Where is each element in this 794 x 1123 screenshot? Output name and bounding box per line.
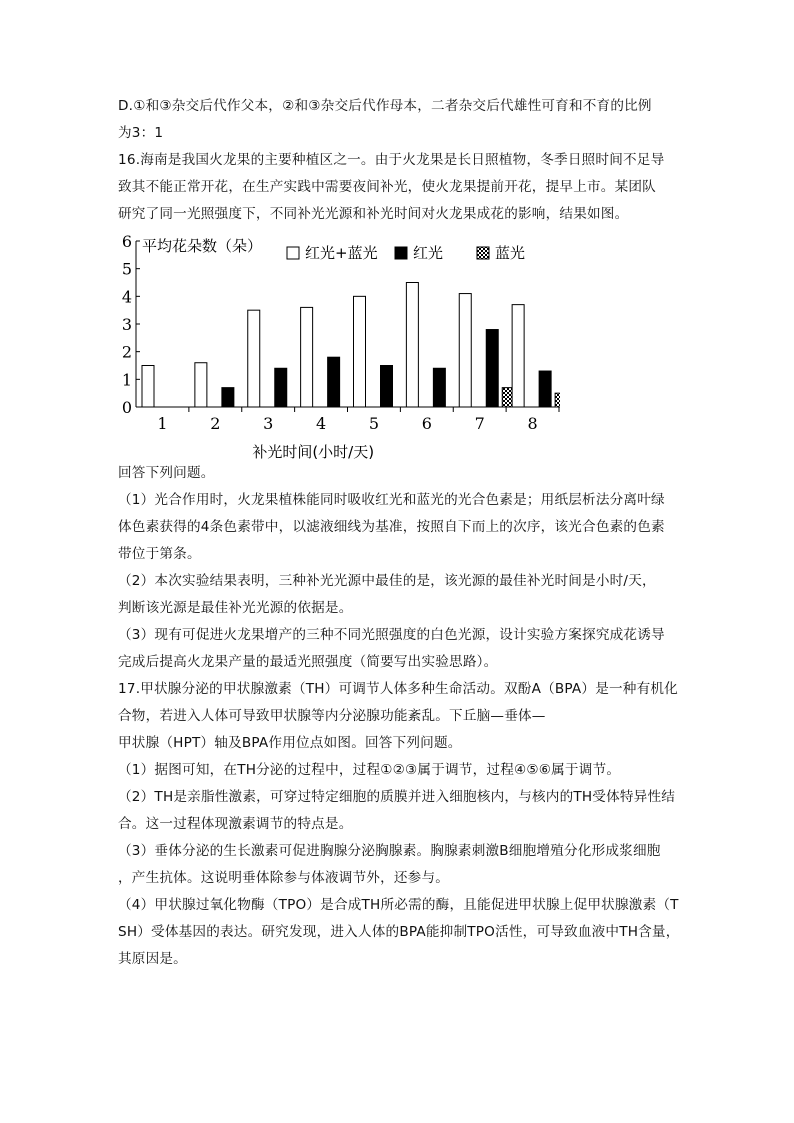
- text-line-bottom-2: （1）光合作用时，火龙果植株能同时吸收红光和蓝光的光合色素是；用纸层析法分离叶绿: [118, 492, 665, 508]
- bar-red-blue-7: [459, 294, 471, 407]
- x-tick-label: 4: [315, 414, 327, 433]
- bar-red-blue-3: [248, 310, 260, 407]
- text-line-bottom-3: 体色素获得的4条色素带中，以滤液细线为基准，按照自下而上的次序，该光合色素的色素: [118, 519, 665, 535]
- text-line-bottom-17: （4）甲状腺过氧化物酶（TPO）是合成TH所必需的酶，且能促进甲状腺上促甲状腺激素（T: [118, 897, 679, 913]
- x-tick-label: 3: [263, 414, 274, 433]
- y-axis-label: 平均花朵数（朵）: [142, 237, 263, 255]
- legend-label-red: 红光: [413, 244, 444, 262]
- y-tick-label: 1: [121, 370, 132, 390]
- text-line-top-4: 致其不能正常开花，在生产实践中需要夜间补光，使火龙果提前开花，提早上市。某团队: [118, 179, 656, 195]
- bar-red-2: [222, 388, 234, 407]
- text-line-bottom-10: 合物，若进入人体可导致甲状腺等内分泌腺功能紊乱。下丘脑—垂体—: [118, 708, 546, 724]
- x-tick-label: 2: [210, 414, 221, 433]
- text-line-bottom-19: 其原因是。: [118, 951, 187, 967]
- legend-swatch-red-blue: [287, 247, 299, 259]
- x-tick-label: 6: [421, 414, 432, 433]
- y-tick-label: 2: [121, 342, 132, 362]
- y-tick-label: 0: [121, 398, 132, 417]
- bar-red-6: [433, 368, 445, 407]
- y-tick-label: 6: [121, 232, 132, 251]
- x-axis-label: 补光时间(小时/天): [252, 443, 375, 461]
- text-line-bottom-1: 回答下列问题。: [118, 465, 215, 481]
- y-tick-label: 5: [121, 259, 132, 279]
- bar-red-5: [381, 366, 393, 408]
- bar-red-blue-1: [142, 366, 154, 408]
- text-line-bottom-9: 17.甲状腺分泌的甲状腺激素（TH）可调节人体多种生命活动。双酚A（BPA）是一种有机化: [118, 681, 678, 697]
- text-line-bottom-6: 判断该光源是最佳补光光源的依据是。: [118, 600, 353, 616]
- y-tick-label: 4: [121, 287, 132, 307]
- bar-red-blue-4: [301, 307, 313, 407]
- text-line-bottom-16: ，产生抗体。这说明垂体除参与体液调节外，还参与。: [118, 870, 450, 886]
- text-line-top-2: 为3：1: [118, 125, 164, 141]
- bar-red-8: [539, 371, 551, 407]
- bar-blue-8: [555, 393, 560, 407]
- text-line-bottom-11: 甲状腺（HPT）轴及BPA作用位点如图。回答下列问题。: [118, 735, 462, 751]
- text-line-bottom-18: SH）受体基因的表达。研究发现，进入人体的BPA能抑制TPO活性，可导致血液中TH含量，: [118, 924, 680, 940]
- bar-red-blue-2: [195, 363, 207, 407]
- bar-red-blue-8: [512, 305, 524, 407]
- legend-label-red-blue: 红光+蓝光: [305, 244, 378, 262]
- text-line-bottom-12: （1）据图可知，在TH分泌的过程中，过程①②③属于调节，过程④⑤⑥属于调节。: [118, 762, 621, 778]
- legend-swatch-blue: [477, 247, 489, 259]
- bar-red-blue-6: [406, 283, 418, 408]
- text-line-bottom-5: （2）本次实验结果表明，三种补光光源中最佳的是，该光源的最佳补光时间是小时/天，: [118, 573, 656, 589]
- legend-swatch-red: [395, 247, 407, 259]
- y-tick-label: 3: [121, 315, 132, 334]
- text-line-top-5: 研究了同一光照强度下，不同补光光源和补光时间对火龙果成花的影响，结果如图。: [118, 206, 629, 222]
- x-tick-label: 1: [157, 414, 168, 433]
- bar-red-3: [275, 368, 287, 407]
- text-line-top-1: D.①和③杂交后代作父本，②和③杂交后代作母本，二者杂交后代雄性可育和不育的比例: [118, 98, 652, 114]
- x-tick-label: 7: [474, 414, 485, 433]
- bar-chart: [115, 230, 560, 465]
- text-line-bottom-4: 带位于第条。: [118, 546, 201, 562]
- legend-label-blue: 蓝光: [495, 244, 526, 262]
- bar-red-blue-5: [354, 296, 366, 407]
- text-line-bottom-13: （2）TH是亲脂性激素，可穿过特定细胞的质膜并进入细胞核内，与核内的TH受体特异性结: [118, 789, 676, 805]
- bar-red-7: [486, 330, 498, 407]
- text-line-bottom-14: 合。这一过程体现激素调节的特点是。: [118, 816, 353, 832]
- x-tick-label: 5: [368, 414, 380, 433]
- text-line-bottom-15: （3）垂体分泌的生长激素可促进胸腺分泌胸腺素。胸腺素刺激B细胞增殖分化形成浆细胞: [118, 843, 661, 859]
- bar-red-4: [328, 357, 340, 407]
- text-line-bottom-7: （3）现有可促进火龙果增产的三种不同光照强度的白色光源，设计实验方案探究成花诱导: [118, 627, 665, 643]
- x-tick-label: 8: [527, 414, 538, 433]
- text-line-top-3: 16.海南是我国火龙果的主要种植区之一。由于火龙果是长日照植物，冬季日照时间不足导: [118, 152, 665, 168]
- text-line-bottom-8: 完成后提高火龙果产量的最适光照强度（简要写出实验思路）。: [118, 654, 498, 670]
